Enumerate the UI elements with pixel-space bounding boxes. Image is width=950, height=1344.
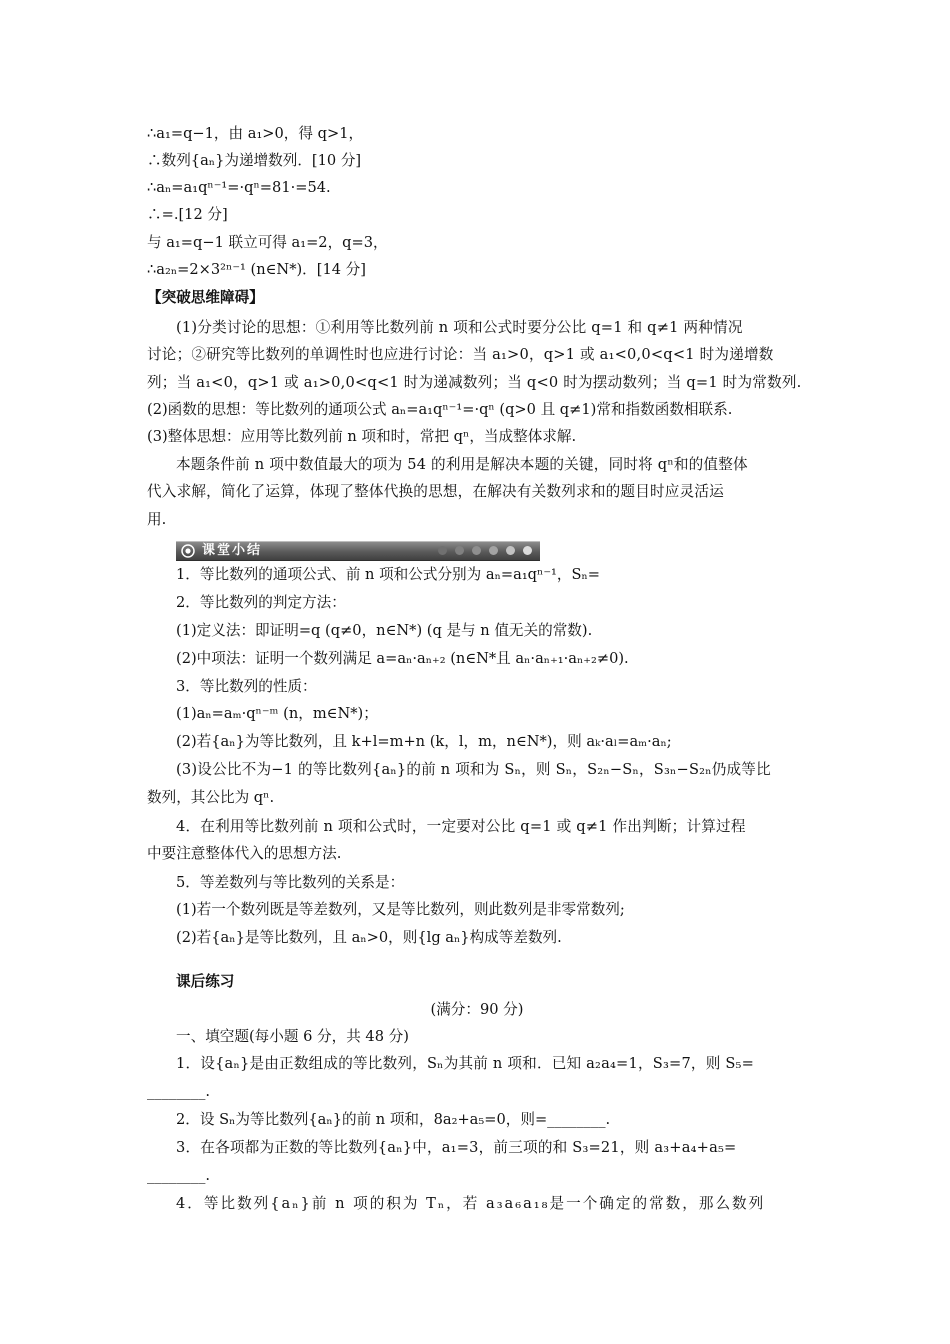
decoration-dot (506, 546, 515, 555)
summary-item-3b: (2)若{aₙ}为等比数列，且 k+l=m+n (k，l，m，n∈N*)，则 aₖ·aₗ=aₘ·aₙ; (176, 733, 672, 750)
breakthrough-heading: 【突破思维障碍】 (147, 289, 264, 306)
breakthrough-p4-line2: 代入求解，简化了运算，体现了整体代换的思想，在解决有关数列求和的题目时应灵活运 (147, 483, 724, 500)
question-3-blank: ________. (147, 1167, 211, 1184)
exercise-section: 一、填空题(每小题 6 分，共 48 分) (176, 1028, 409, 1045)
summary-item-5a: (1)若一个数列既是等差数列，又是等比数列，则此数列是非零常数列; (176, 901, 625, 918)
summary-item-1: 1．等比数列的通项公式、前 n 项和公式分别为 aₙ=a₁qⁿ⁻¹，Sₙ= (176, 566, 601, 583)
summary-item-3c-line2: 数列，其公比为 qⁿ. (147, 789, 275, 806)
decoration-dot (523, 546, 532, 555)
breakthrough-p1-line1: (1)分类讨论的思想：①利用等比数列前 n 项和公式时要分公比 q=1 和 q≠1 两种情况 (176, 319, 743, 336)
section-banner-title: 课堂小结 (202, 543, 263, 558)
decoration-dot (455, 546, 464, 555)
summary-item-5b: (2)若{aₙ}是等比数列，且 aₙ>0，则{lg aₙ}构成等差数列. (176, 929, 562, 946)
summary-item-2a: (1)定义法：即证明=q (q≠0，n∈N*) (q 是与 n 值无关的常数). (176, 622, 593, 639)
breakthrough-p4-line1: 本题条件前 n 项中数值最大的项为 54 的利用是解决本题的关键，同时将 qⁿ和的值整体 (176, 456, 748, 473)
exercise-score: (满分：90 分) (430, 1001, 524, 1018)
solution-line-2: ∴数列{aₙ}为递增数列．[10 分] (147, 152, 362, 169)
section-banner-summary (176, 541, 540, 561)
decoration-dot (472, 546, 481, 555)
summary-item-4-line2: 中要注意整体代入的思想方法. (147, 845, 342, 862)
summary-item-4-line1: 4．在利用等比数列前 n 项和公式时，一定要对公比 q=1 或 q≠1 作出判断；计算过程 (176, 818, 746, 835)
breakthrough-p4-line3: 用. (147, 511, 167, 528)
question-1-line1: 1．设{aₙ}是由正数组成的等比数列，Sₙ为其前 n 项和．已知 a₂a₄=1，S₃=7，则 S₅= (176, 1055, 755, 1072)
summary-item-2b: (2)中项法：证明一个数列满足 a=aₙ·aₙ₊₂ (n∈N*且 aₙ·aₙ₊₁·aₙ₊₂≠0). (176, 650, 629, 667)
solution-line-1: ∴a₁=q−1，由 a₁>0，得 q>1， (147, 125, 364, 142)
decoration-dot (489, 546, 498, 555)
solution-line-6: ∴a₂ₙ=2×3²ⁿ⁻¹ (n∈N*)．[14 分] (147, 261, 366, 278)
solution-line-3: ∴aₙ=a₁qⁿ⁻¹=·qⁿ=81·=54. (147, 179, 331, 196)
summary-item-3a: (1)aₙ=aₘ·qⁿ⁻ᵐ (n，m∈N*)； (176, 705, 378, 722)
summary-item-2: 2．等比数列的判定方法： (176, 594, 346, 611)
question-2: 2．设 Sₙ为等比数列{aₙ}的前 n 项和，8a₂+a₅=0，则=________. (176, 1111, 611, 1128)
decoration-dot (438, 546, 447, 555)
breakthrough-p2: (2)函数的思想：等比数列的通项公式 aₙ=a₁qⁿ⁻¹=·qⁿ (q>0 且 q≠1)常和指数函数相联系. (147, 401, 733, 418)
breakthrough-p3: (3)整体思想：应用等比数列前 n 项和时，常把 qⁿ，当成整体求解. (147, 428, 577, 445)
question-4: 4．等比数列{aₙ}前 n 项的积为 Tₙ，若 a₃a₆a₁₈是一个确定的常数，那么数列 (176, 1195, 766, 1212)
solution-line-4: ∴=.[12 分] (147, 206, 228, 223)
summary-item-3c-line1: (3)设公比不为−1 的等比数列{aₙ}的前 n 项和为 Sₙ，则 Sₙ，S₂ₙ−Sₙ，S₃ₙ−S₂ₙ仍成等比 (176, 761, 771, 778)
exercise-heading: 课后练习 (176, 973, 235, 990)
solution-line-5: 与 a₁=q−1 联立可得 a₁=2，q=3， (147, 234, 388, 251)
summary-item-3: 3．等比数列的性质： (176, 678, 317, 695)
summary-item-5: 5．等差数列与等比数列的关系是： (176, 874, 405, 891)
question-1-blank: ________. (147, 1083, 211, 1100)
question-3-line1: 3．在各项都为正数的等比数列{aₙ}中，a₁=3，前三项的和 S₃=21，则 a₃+a₄+a₅= (176, 1139, 737, 1156)
banner-decoration-dots (438, 546, 532, 555)
bullseye-icon (181, 544, 195, 558)
breakthrough-p1-line3: 列；当 a₁<0，q>1 或 a₁>0,0<q<1 时为递减数列；当 q<0 时为摆动数列；当 q=1 时为常数列. (147, 374, 802, 391)
breakthrough-p1-line2: 讨论；②研究等比数列的单调性时也应进行讨论：当 a₁>0，q>1 或 a₁<0,0<q<1 时为递增数 (147, 346, 774, 363)
